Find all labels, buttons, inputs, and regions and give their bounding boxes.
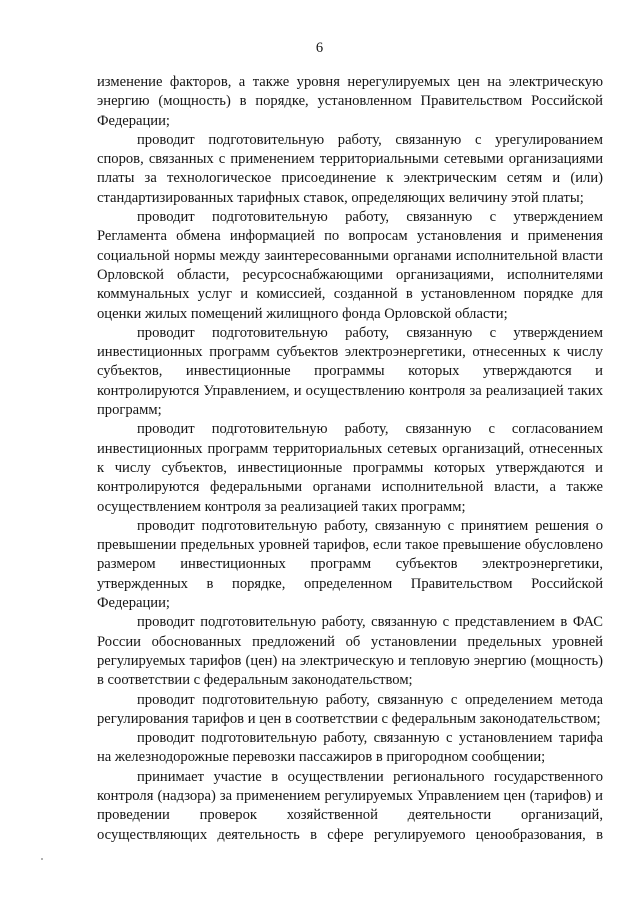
paragraph-tariff-limit-excess: проводит подготовительную работу, связанную с принятием решения о превышении предельных уровней тарифов, если такое превышение обусловлено размером инвестиционных программ субъектов электроэнергетики, утвержденных в порядке, определенном Правительством Российской Федерации; bbox=[97, 517, 603, 612]
paragraph-regulation-method: проводит подготовительную работу, связанную с определением метода регулирования тарифов и цен в соответствии с федеральным законодательством; bbox=[97, 691, 603, 727]
paragraph-fas-proposals: проводит подготовительную работу, связанную с представлением в ФАС России обоснованных предложений об установлении предельных уровней регулируемых тарифов (цен) на электрическую и тепловую энергию (мощность) в соответствии с федеральным законодательством; bbox=[97, 614, 603, 689]
paragraph-continuation: изменение факторов, а также уровня нерегулируемых цен на электрическую энергию (мощность) в порядке, установленном Правительством Российской Федерации; bbox=[97, 74, 603, 129]
paragraph-investment-programs-agreement: проводит подготовительную работу, связанную с согласованием инвестиционных программ территориальных сетевых организаций, отнесенных к числу субъектов, инвестиционные программы которых утверждаются и контролируются федеральными органами исполнительной власти, а также осуществлением контроля за реализацией таких программ; bbox=[97, 421, 603, 515]
document-body bbox=[97, 73, 603, 845]
page-number: 6 bbox=[315, 40, 324, 56]
paragraph-social-norm-regulation: проводит подготовительную работу, связанную с утверждением Регламента обмена информацией по вопросам установления и применения социальной нормы между заинтересованными органами исполнительной власти Орловской области, ресурсоснабжающими организациями, исполнителями коммунальных услуг и комиссией, созданной в установленном порядке для оценки жилых помещений жилищного фонда Орловской области; bbox=[97, 209, 603, 322]
scan-speck bbox=[41, 858, 43, 860]
paragraph-state-control: принимает участие в осуществлении регионального государственного контроля (надзора) за применением регулируемых Управлением цен (тарифов) и проведении проверок хозяйственной деятельности организаций, осуществляющих деятельность в сфере регулируемого ценообразования, в bbox=[97, 768, 603, 843]
paragraph-dispute-settlement: проводит подготовительную работу, связанную с урегулированием споров, связанных с применением территориальными сетевыми организациями платы за технологическое присоединение к электрическим сетям и (или) стандартизированных тарифных ставок, определяющих величину этой платы; bbox=[97, 131, 603, 206]
paragraph-investment-programs-approval: проводит подготовительную работу, связанную с утверждением инвестиционных программ субъектов электроэнергетики, отнесенных к числу субъектов, инвестиционные программы которых утверждаются и контролируются Управлением, и осуществлению контроля за реализацией таких программ; bbox=[97, 324, 603, 419]
paragraph-railway-tariff: проводит подготовительную работу, связанную с установлением тарифа на железнодорожные перевозки пассажиров в пригородном сообщении; bbox=[97, 730, 603, 766]
